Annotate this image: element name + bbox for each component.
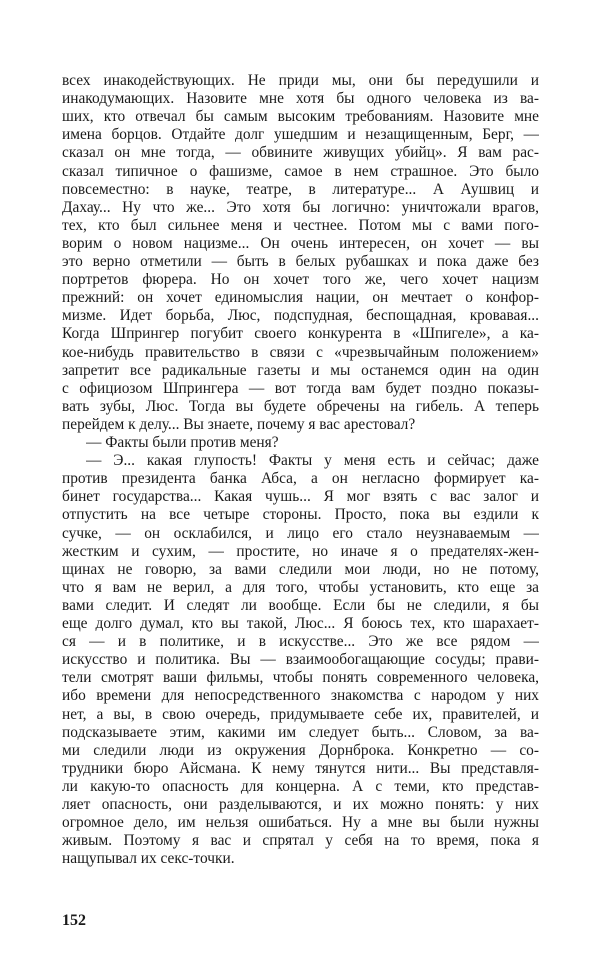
text-line: ли какую-то опасность для концерна. А с теми, кто представ- — [62, 777, 539, 795]
text-line: ших, кто отвечал бы самым высоким требованиям. Назовите мне — [62, 108, 539, 126]
text-line: сказал типичное о фашизме, самое в нем страшное. Это было — [62, 162, 539, 180]
text-line: живым. Поэтому я вас и спрятал у себя на то время, пока я — [62, 832, 539, 850]
text-line: подсказываете этим, какими им следует быть... Словом, за ва- — [62, 723, 539, 741]
text-line: запретит все радикальные газеты и мы останемся один на один — [62, 361, 539, 379]
text-line: искусство и политика. Вы — взаимообогащающие сосуды; прави- — [62, 651, 539, 669]
text-line: портретов фюрера. Но он хочет того же, чего хочет нацизм — [62, 271, 539, 289]
text-line: Дахау... Ну что же... Это хотя бы логично: уничтожали врагов, — [62, 198, 539, 216]
text-line: сказал он мне тогда, — обвините живущих убийц». Я вам рас- — [62, 144, 539, 162]
text-line: вами следит. И следят ли вообще. Если бы не следили, я бы — [62, 596, 539, 614]
text-line: всех инакодействующих. Не приди мы, они бы передушили и — [62, 72, 539, 89]
text-line: ибо времени для непосредственного знакомства с народом у них — [62, 687, 539, 705]
text-line: бинет государства... Какая чушь... Я мог взять с вас залог и — [62, 488, 539, 506]
text-line: огромное дело, им нельзя ошибаться. Ну а мне вы были нужны — [62, 814, 539, 832]
text-line: вать зубы, Люс. Тогда вы будете обречены на гибель. А теперь — [62, 397, 539, 415]
text-line: против президента банка Абса, а он негласно формирует ка- — [62, 470, 539, 488]
text-line: мизме. Идет борьба, Люс, подспудная, беспощадная, кровавая... — [62, 307, 539, 325]
text-line: ворим о новом нацизме... Он очень интересен, он хочет — вы — [62, 234, 539, 252]
text-line: Когда Шпрингер погубит своего конкурента в «Шпигеле», а ка- — [62, 325, 539, 343]
text-line: имена борцов. Отдайте долг ушедшим и незащищенным, Берг, — — [62, 126, 539, 144]
text-line: ся — и в политике, и в искусстве... Это же все рядом — — [62, 633, 539, 651]
text-line: с официозом Шпрингера — вот тогда вам будет поздно показы- — [62, 379, 539, 397]
text-line: ми следили люди из окружения Дорнброка. Конкретно — со- — [62, 741, 539, 759]
text-line: что я вам не верил, а для того, чтобы установить, кто еще за — [62, 578, 539, 596]
text-line: инакодумающих. Назовите мне хотя бы одного человека из ва- — [62, 90, 539, 108]
text-line: отпустить на все четыре стороны. Просто, пока вы ездили к — [62, 506, 539, 524]
text-line: щинах не говорю, за вами следили мои люди, но не потому, — [62, 560, 539, 578]
dialogue-line: — Э... какая глупость! Факты у меня есть и сейчас; даже — [86, 452, 539, 470]
page-number: 152 — [62, 912, 86, 929]
text-line: прежний: он хочет единомыслия нации, он мечтает о конфор- — [62, 289, 539, 307]
text-line: это верно отметили — быть в белых рубашках и пока даже без — [62, 253, 539, 270]
text-line: тели смотрят ваши фильмы, чтобы понять современного человека, — [62, 669, 539, 687]
text-line: жестким и сухим, — простите, но иначе я о предателях-жен- — [62, 542, 539, 560]
text-line: перейдем к делу... Вы знаете, почему я вас арестовал? — [62, 415, 416, 433]
text-line: ляет опасность, они разделываются, и их можно понять: у них — [62, 796, 539, 813]
text-line: нащупывал их секс-точки. — [62, 850, 235, 868]
text-line: тех, кто был сильнее меня и честнее. Потом мы с вами пого- — [62, 216, 539, 234]
text-line: еще долго думал, кто вы такой, Люс... Я боюсь тех, кто шарахает- — [62, 615, 539, 632]
text-line: сучке, — он осклабился, и лицо его стало неузнаваемым — — [62, 524, 539, 542]
dialogue-line: — Факты были против меня? — [86, 434, 279, 451]
text-line: кое-нибудь правительство в связи с «чрезвычайным положением» — [62, 343, 539, 361]
text-line: нет, а вы, в свою очередь, придумываете себе их, правителей, и — [62, 705, 539, 723]
text-line: трудники бюро Айсмана. К нему тянутся нити... Вы представля- — [62, 759, 539, 777]
text-line: повсеместно: в науке, театре, в литературе... А Аушвиц и — [62, 180, 539, 198]
